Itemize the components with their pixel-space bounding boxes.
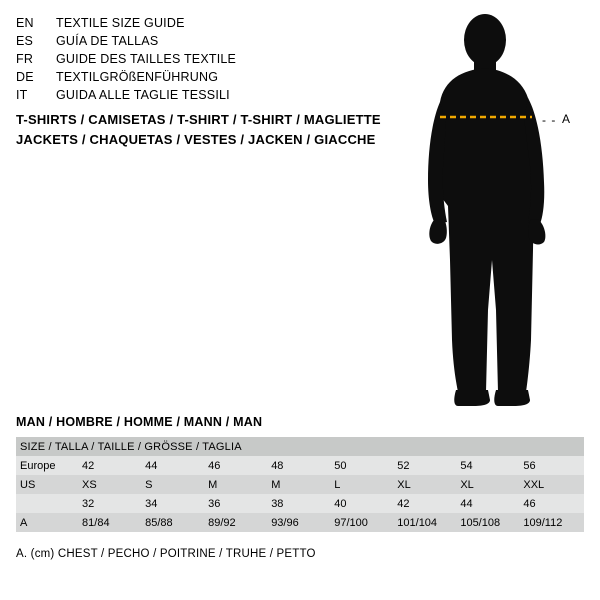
cell: XS xyxy=(79,475,142,494)
legend-row xyxy=(16,68,376,86)
table-header-label: SIZE / TALLA / TAILLE / GRÖSSE / TAGLIA xyxy=(16,437,584,456)
row-label-us-numeric xyxy=(16,494,79,513)
cell: L xyxy=(331,475,394,494)
legend-text-en: TEXTILE SIZE GUIDE xyxy=(56,16,185,30)
legend-text-es: GUÍA DE TALLAS xyxy=(56,34,159,48)
cell: 52 xyxy=(394,456,457,475)
cell: 38 xyxy=(268,494,331,513)
cell: 81/84 xyxy=(79,513,142,532)
cell: XXL xyxy=(520,475,584,494)
cell: 44 xyxy=(457,494,520,513)
row-label-europe: Europe xyxy=(16,456,79,475)
cell: 56 xyxy=(520,456,584,475)
measurement-footnote: A. (cm) CHEST / PECHO / POITRINE / TRUHE / PETTO xyxy=(16,548,316,560)
legend-code-en: EN xyxy=(16,16,34,30)
product-heading-tshirts: T-SHIRTS / CAMISETAS / T-SHIRT / T-SHIRT / MAGLIETTE xyxy=(16,112,381,127)
body-figure xyxy=(400,10,600,410)
row-label-us: US xyxy=(16,475,79,494)
legend-code-it: IT xyxy=(16,88,28,102)
language-legend xyxy=(16,14,376,104)
cell: 89/92 xyxy=(205,513,268,532)
cell: 97/100 xyxy=(331,513,394,532)
table-row xyxy=(16,475,584,494)
cell: 34 xyxy=(142,494,205,513)
cell: 101/104 xyxy=(394,513,457,532)
legend-row xyxy=(16,14,376,32)
legend-row xyxy=(16,86,376,104)
callout-leader-line: - - xyxy=(542,113,557,127)
size-table-section xyxy=(16,415,584,560)
legend-code-es: ES xyxy=(16,34,34,48)
gender-heading: MAN / HOMBRE / HOMME / MANN / MAN xyxy=(16,415,263,429)
cell: 93/96 xyxy=(268,513,331,532)
cell: 54 xyxy=(457,456,520,475)
callout-label-a: A xyxy=(562,112,571,126)
cell: XL xyxy=(457,475,520,494)
table-header-row xyxy=(16,437,584,456)
cell: M xyxy=(205,475,268,494)
cell: 42 xyxy=(394,494,457,513)
cell: 85/88 xyxy=(142,513,205,532)
cell: M xyxy=(268,475,331,494)
cell: 32 xyxy=(79,494,142,513)
table-row xyxy=(16,456,584,475)
product-heading-jackets: JACKETS / CHAQUETAS / VESTES / JACKEN / GIACCHE xyxy=(16,132,376,147)
cell: S xyxy=(142,475,205,494)
cell: XL xyxy=(394,475,457,494)
size-table xyxy=(16,437,584,532)
cell: 109/112 xyxy=(520,513,584,532)
table-row xyxy=(16,494,584,513)
male-silhouette-icon xyxy=(400,10,600,410)
legend-text-de: TEXTILGRÖßENFÜHRUNG xyxy=(56,70,219,84)
cell: 48 xyxy=(268,456,331,475)
cell: 36 xyxy=(205,494,268,513)
legend-text-fr: GUIDE DES TAILLES TEXTILE xyxy=(56,52,237,66)
legend-row xyxy=(16,50,376,68)
cell: 44 xyxy=(142,456,205,475)
cell: 42 xyxy=(79,456,142,475)
cell: 46 xyxy=(520,494,584,513)
row-label-a: A xyxy=(16,513,79,532)
legend-code-fr: FR xyxy=(16,52,34,66)
cell: 50 xyxy=(331,456,394,475)
cell: 46 xyxy=(205,456,268,475)
legend-text-it: GUIDA ALLE TAGLIE TESSILI xyxy=(56,88,230,102)
table-row xyxy=(16,513,584,532)
product-headings xyxy=(16,110,416,150)
legend-code-de: DE xyxy=(16,70,34,84)
cell: 40 xyxy=(331,494,394,513)
cell: 105/108 xyxy=(457,513,520,532)
legend-row xyxy=(16,32,376,50)
